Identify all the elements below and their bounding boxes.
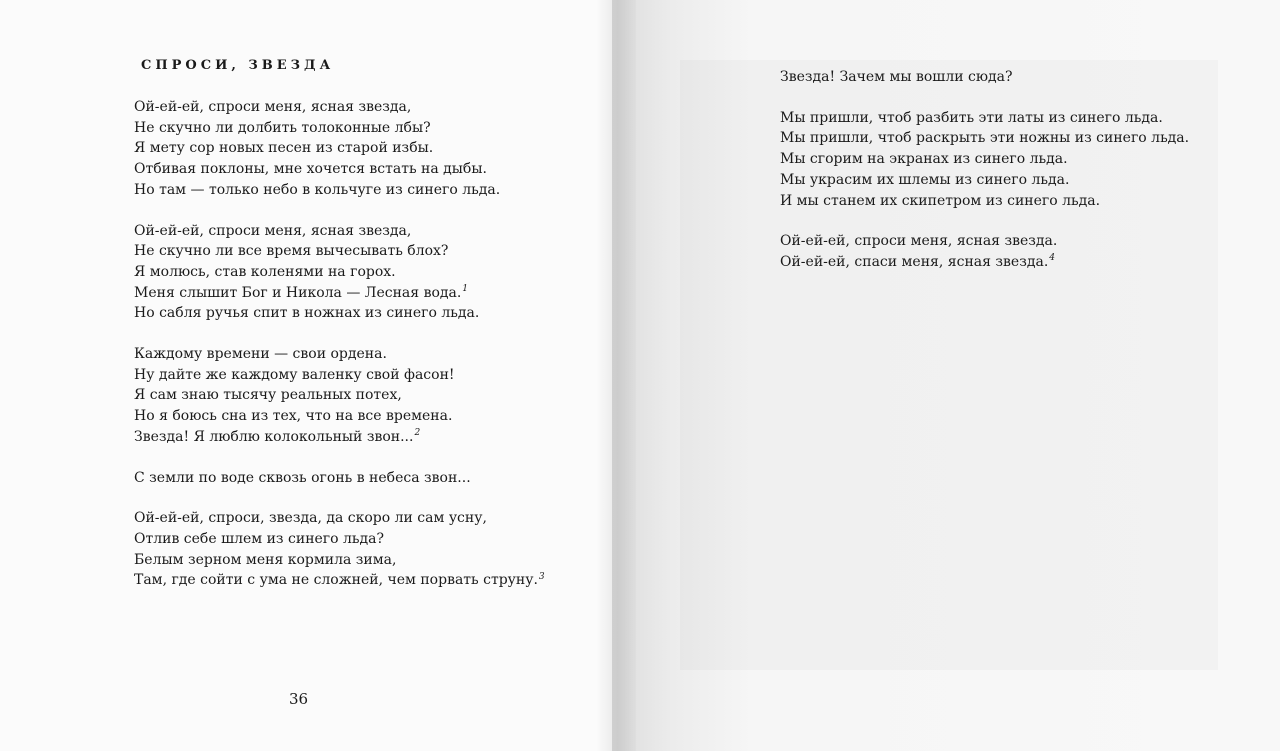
poem-line xyxy=(134,406,545,427)
book-gutter xyxy=(596,0,636,751)
poem-line xyxy=(134,159,545,180)
poem-line xyxy=(134,344,545,365)
poem-line xyxy=(134,221,545,242)
poem-line-text: Белым зерном меня кормила зима, xyxy=(134,551,397,568)
footnote-marker: 1 xyxy=(462,283,469,294)
poem-line-text: Ну дайте же каждому валенку свой фасон! xyxy=(134,366,455,383)
poem-line xyxy=(780,128,1189,149)
poem-line xyxy=(134,529,545,550)
stanza xyxy=(780,231,1189,272)
poem-line xyxy=(134,118,545,139)
poem-line xyxy=(780,191,1189,212)
poem-line xyxy=(780,108,1189,129)
poem-line-text: Не скучно ли долбить толоконные лбы? xyxy=(134,119,431,136)
poem-line xyxy=(780,67,1189,88)
poem-line-text: Ой-ей-ей, спроси, звезда, да скоро ли сам усну, xyxy=(134,510,487,527)
stanza xyxy=(780,67,1189,88)
poem-line-text: С земли по воде сквозь огонь в небеса звон... xyxy=(134,469,471,486)
stanza xyxy=(134,508,545,591)
poem-line xyxy=(134,385,545,406)
footnote-marker: 4 xyxy=(1049,253,1056,264)
poem-line-text: Мы пришли, чтоб разбить эти латы из синего льда. xyxy=(780,109,1163,126)
poem-line xyxy=(134,97,545,118)
left-page xyxy=(0,0,612,751)
poem-line-text: Каждому времени — свои ордена. xyxy=(134,346,387,363)
poem-line-text: Меня слышит Бог и Никола — Лесная вода. xyxy=(134,284,462,301)
stanza xyxy=(134,97,545,201)
stanza xyxy=(134,468,545,489)
footnote-marker: 2 xyxy=(414,428,421,439)
page-number: 36 xyxy=(289,690,309,708)
poem-line xyxy=(134,468,545,489)
poem-line-text: Ой-ей-ей, спроси меня, ясная звезда, xyxy=(134,99,412,115)
poem-line-text: Отбивая поклоны, мне хочется встать на дыбы. xyxy=(134,161,487,178)
poem-line-text: Но сабля ручья спит в ножнах из синего льда. xyxy=(134,305,480,322)
poem-line-text: Мы пришли, чтоб раскрыть эти ножны из синего льда. xyxy=(780,130,1190,147)
poem-line-text: Но я боюсь сна из тех, что на все времена. xyxy=(134,408,453,425)
poem-text-right xyxy=(780,67,1189,293)
poem-line-text: Ой-ей-ей, спроси меня, ясная звезда. xyxy=(780,233,1058,250)
poem-line-text: Ой-ей-ей, спаси меня, ясная звезда. xyxy=(780,253,1049,270)
stanza xyxy=(134,221,545,325)
poem-line-text: Звезда! Я люблю колокольный звон... xyxy=(134,428,414,445)
poem-line-text: Отлив себе шлем из синего льда? xyxy=(134,530,385,547)
poem-line xyxy=(780,149,1189,170)
poem-line xyxy=(780,231,1189,252)
poem-line xyxy=(134,570,545,591)
stanza xyxy=(780,108,1189,212)
poem-line xyxy=(134,138,545,159)
poem-line xyxy=(780,170,1189,191)
poem-line-text: Мы сгорим на экранах из синего льда. xyxy=(780,151,1068,168)
poem-line-text: Я мету сор новых песен из старой избы. xyxy=(134,140,434,157)
poem-line-text: Там, где сойти с ума не сложней, чем порвать струну. xyxy=(134,572,538,589)
poem-text-left xyxy=(134,97,545,611)
footnote-marker: 3 xyxy=(538,571,545,582)
poem-line-text: Но там — только небо в кольчуге из синего льда. xyxy=(134,181,501,198)
poem-line xyxy=(134,241,545,262)
poem-line xyxy=(134,303,545,324)
poem-line xyxy=(134,365,545,386)
poem-line xyxy=(134,550,545,571)
poem-title: СПРОСИ, ЗВЕЗДА xyxy=(141,58,335,73)
poem-line-text: Мы украсим их шлемы из синего льда. xyxy=(780,171,1070,188)
poem-line xyxy=(134,508,545,529)
poem-line-text: Я сам знаю тысячу реальных потех, xyxy=(134,387,402,404)
poem-line-text: И мы станем их скипетром из синего льда. xyxy=(780,192,1101,209)
poem-line xyxy=(134,180,545,201)
poem-line-text: Я молюсь, став коленями на горох. xyxy=(134,263,396,280)
poem-line-text: Звезда! Зачем мы вошли сюда? xyxy=(780,69,1013,85)
poem-line xyxy=(134,427,545,448)
poem-line xyxy=(780,252,1189,273)
poem-line xyxy=(134,262,545,283)
poem-line xyxy=(134,283,545,304)
poem-line-text: Не скучно ли все время вычесывать блох? xyxy=(134,243,449,260)
stanza xyxy=(134,344,545,448)
poem-line-text: Ой-ей-ей, спроси меня, ясная звезда, xyxy=(134,222,412,239)
